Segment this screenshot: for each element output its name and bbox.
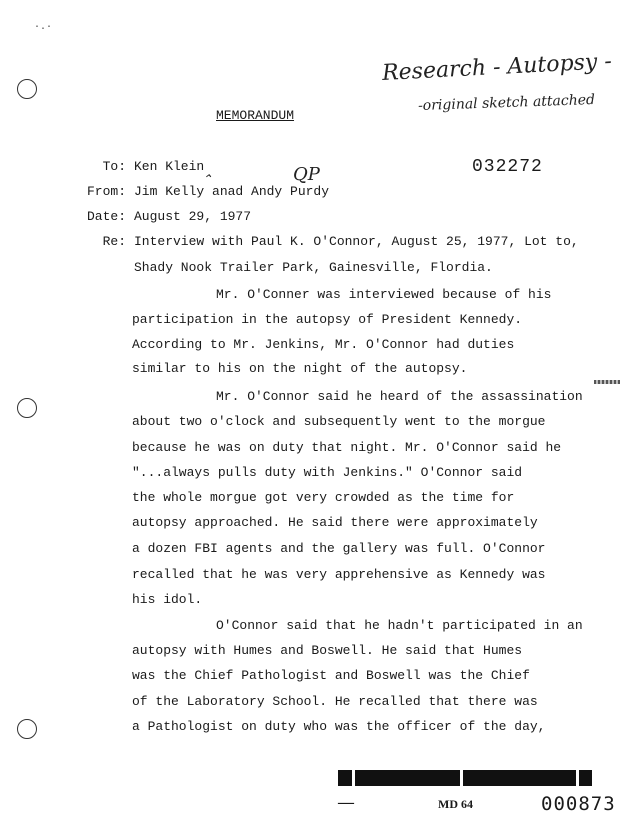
- re-value-line1: Interview with Paul K. O'Connor, August 25, 1977, Lot to,: [134, 234, 579, 249]
- margin-smudge: [594, 380, 620, 384]
- body-line: a dozen FBI agents and the gallery was full. O'Connor: [132, 541, 546, 556]
- footer-md-label: MD 64: [438, 797, 473, 811]
- date-value: August 29, 1977: [134, 209, 252, 224]
- body-line: "...always pulls duty with Jenkins." O'Connor said: [132, 465, 523, 480]
- redaction-bar: [338, 770, 592, 786]
- body-line: participation in the autopsy of President Kennedy.: [132, 312, 523, 327]
- document-number: 032272: [472, 157, 543, 177]
- footer-page-number: 000873: [541, 793, 616, 815]
- footer-dash: —: [338, 794, 354, 811]
- handwritten-caret: ⌃: [202, 172, 213, 186]
- handwritten-note-line1: Research - Autopsy -: [381, 49, 613, 86]
- re-label: Re:: [102, 234, 126, 249]
- memo-title: MEMORANDUM: [216, 108, 295, 123]
- scan-specks: ·.·: [34, 22, 53, 33]
- punch-hole-top: [17, 79, 37, 99]
- body-line: a Pathologist on duty who was the officer of the day,: [132, 719, 546, 734]
- handwritten-note-line2: -original sketch attached: [417, 91, 596, 115]
- body-line: Mr. O'Connor said he heard of the assassination: [216, 389, 583, 404]
- body-line: because he was on duty that night. Mr. O'Connor said he: [132, 440, 562, 455]
- to-label: To:: [102, 159, 126, 174]
- punch-hole-middle: [17, 398, 37, 418]
- from-label: From:: [86, 184, 126, 199]
- body-line: Mr. O'Conner was interviewed because of his: [216, 287, 552, 302]
- redaction-gap: [576, 770, 579, 786]
- body-line: the whole morgue got very crowded as the time for: [132, 490, 515, 505]
- punch-hole-bottom: [17, 719, 37, 739]
- redaction-gap: [460, 770, 463, 786]
- body-line: his idol.: [132, 592, 203, 607]
- re-value-line2: Shady Nook Trailer Park, Gainesville, Flordia.: [134, 260, 493, 275]
- to-value: Ken Klein: [134, 159, 205, 174]
- redaction-gap: [352, 770, 355, 786]
- body-line: autopsy with Humes and Boswell. He said that Humes: [132, 643, 523, 658]
- body-line: O'Connor said that he hadn't participated in an: [216, 618, 583, 633]
- body-line: autopsy approached. He said there were approximately: [132, 515, 538, 530]
- body-line: was the Chief Pathologist and Boswell was the Chief: [132, 668, 530, 683]
- handwritten-initials: QP: [293, 164, 320, 185]
- body-line: According to Mr. Jenkins, Mr. O'Connor had duties: [132, 337, 515, 352]
- body-line: similar to his on the night of the autopsy.: [132, 361, 468, 376]
- body-line: about two o'clock and subsequently went to the morgue: [132, 414, 546, 429]
- body-line: of the Laboratory School. He recalled that there was: [132, 694, 538, 709]
- body-line: recalled that he was very apprehensive as Kennedy was: [132, 567, 546, 582]
- from-value: Jim Kelly anad Andy Purdy: [134, 184, 330, 199]
- date-label: Date:: [86, 209, 126, 224]
